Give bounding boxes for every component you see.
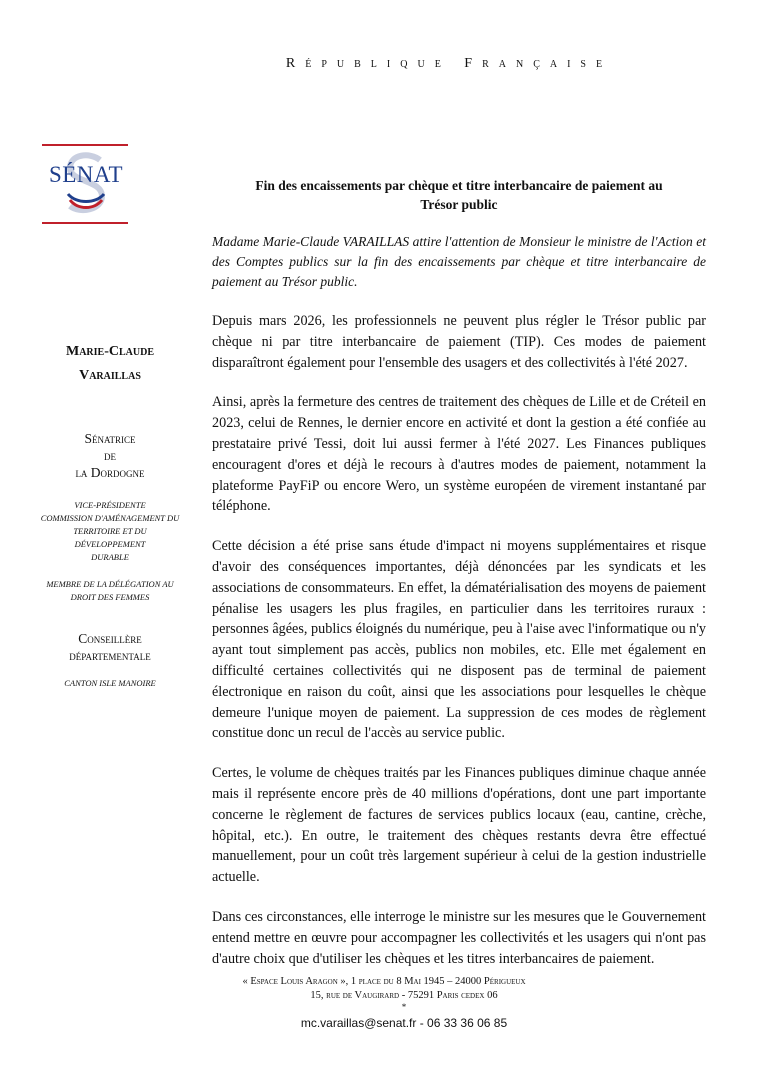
vp-line-1: VICE-PRÉSIDENTE	[74, 500, 146, 510]
title-line-2: Trésor public	[420, 197, 498, 212]
role-line-3: la Dordogne	[75, 465, 145, 480]
intro-paragraph: Madame Marie-Claude VARAILLAS attire l'attention de Monsieur le ministre de l'Action et des Comptes publics sur la fin des encaissements par chèque et titre interbancaire de paiement au Trésor public.	[212, 234, 706, 289]
body-paragraph: Cette décision a été prise sans étude d'impact ni moyens supplémentaires et risque d'avoir des conséquences importantes, déjà dénoncées par les syndicats et les associations de consommateurs. En effet, la dématérialisation des moyens de paiement pénalise les usagers les plus fragiles, en particulier dans les territoires ruraux : personnes âgées, publics éloignés du numérique, peu à l'aise avec l'informatique ou n'y ayant tout simplement pas accès, publics non mobiles, etc. Elle met également en difficulté certaines collectivités qui ne disposent pas de terminal de paiement électronique en raison du coût, ainsi que les associations pour lesquelles le chèque demeure l'unique moyen de paiement. La suppression de ces modes de règlement constitue donc un recul de l'accès au service public.	[212, 538, 706, 742]
role-line-2: de	[104, 448, 116, 463]
vp-line-3: TERRITOIRE ET DU DÉVELOPPEMENT	[73, 526, 147, 549]
republic-heading: République Française	[285, 56, 613, 71]
page-header	[0, 54, 768, 72]
body-paragraph: Depuis mars 2026, les professionnels ne peuvent plus régler le Trésor public par chèque ni par titre interbancaire de paiement (TIP). Ces modes de paiement disparaîtront également pour l'ensemble des usagers et des collectivités à l'été 2027.	[212, 313, 706, 371]
deleg-line-1: MEMBRE DE LA DÉLÉGATION AU	[46, 579, 174, 589]
council-role	[40, 630, 180, 664]
footer-separator: *	[401, 1002, 407, 1012]
body-paragraph: Dans ces circonstances, elle interroge le ministre sur les mesures que le Gouvernement entend mettre en œuvre pour accompagner les collectivités et les usagers qui n'ont pas d'autre choix que d'utiliser les chèques et les titres interbancaires de paiement.	[212, 908, 706, 967]
logo-text: SÉNAT	[48, 162, 124, 187]
senator-first-name: Marie-Claude	[66, 344, 154, 359]
canton: CANTON ISLE MANOIRE	[64, 678, 156, 688]
logo-top-rule	[42, 144, 128, 146]
footer-address-2: 15, rue de Vaugirard - 75291 Paris cedex 06	[310, 990, 498, 1001]
council-line-2: départementale	[69, 648, 151, 663]
footer-address-1: « Espace Louis Aragon », 1 place du 8 Mai 1945 – 24000 Périgueux	[242, 976, 526, 987]
delegation-membership	[40, 578, 180, 604]
council-line-1: Conseillère	[78, 631, 142, 646]
title-line-1: Fin des encaissements par chèque et titre interbancaire de paiement au	[255, 178, 663, 193]
body-paragraph: Ainsi, après la fermeture des centres de traitement des chèques de Lille et de Créteil en 2023, celui de Rennes, le dernier encore en activité et dont la gestion a été confiée au prestataire privé Tessi, doit lui aussi fermer à l'été 2027. Les Finances publiques encouragent d'ores et déjà le recours à d'autres modes de paiement, notamment la plateforme PayFiP ou encore Wero, un système européen de virement instantané par téléphone.	[212, 394, 706, 515]
role-line-1: Sénatrice	[84, 431, 136, 446]
vp-line-2: COMMISSION D'AMÉNAGEMENT DU	[40, 513, 180, 523]
deleg-line-2: DROIT DES FEMMES	[70, 592, 150, 602]
senator-last-name: Varaillas	[79, 368, 141, 383]
vp-line-4: DURABLE	[91, 552, 129, 562]
letter-title	[212, 176, 706, 214]
logo-bottom-rule	[42, 222, 128, 224]
senat-logo	[40, 142, 132, 232]
senator-role	[40, 430, 180, 481]
senator-sidebar	[40, 340, 180, 688]
body-paragraph: Certes, le volume de chèques traités par les Finances publiques diminue chaque année mais il représente encore près de 40 millions d'opérations, dont une part importante concerne le règlement de factures de services publics locaux (eau, cantine, crèche, hôpital, etc.). En outre, le traitement des chèques restants devra être effectué manuellement, pour un coût très largement supérieur à celui de la gestion industrielle actuelle.	[212, 765, 706, 886]
vice-presidency	[40, 499, 180, 564]
footer-contact: mc.varaillas@senat.fr - 06 33 36 06 85	[300, 1016, 508, 1030]
page-footer	[0, 975, 768, 1030]
letter-body	[212, 176, 706, 969]
